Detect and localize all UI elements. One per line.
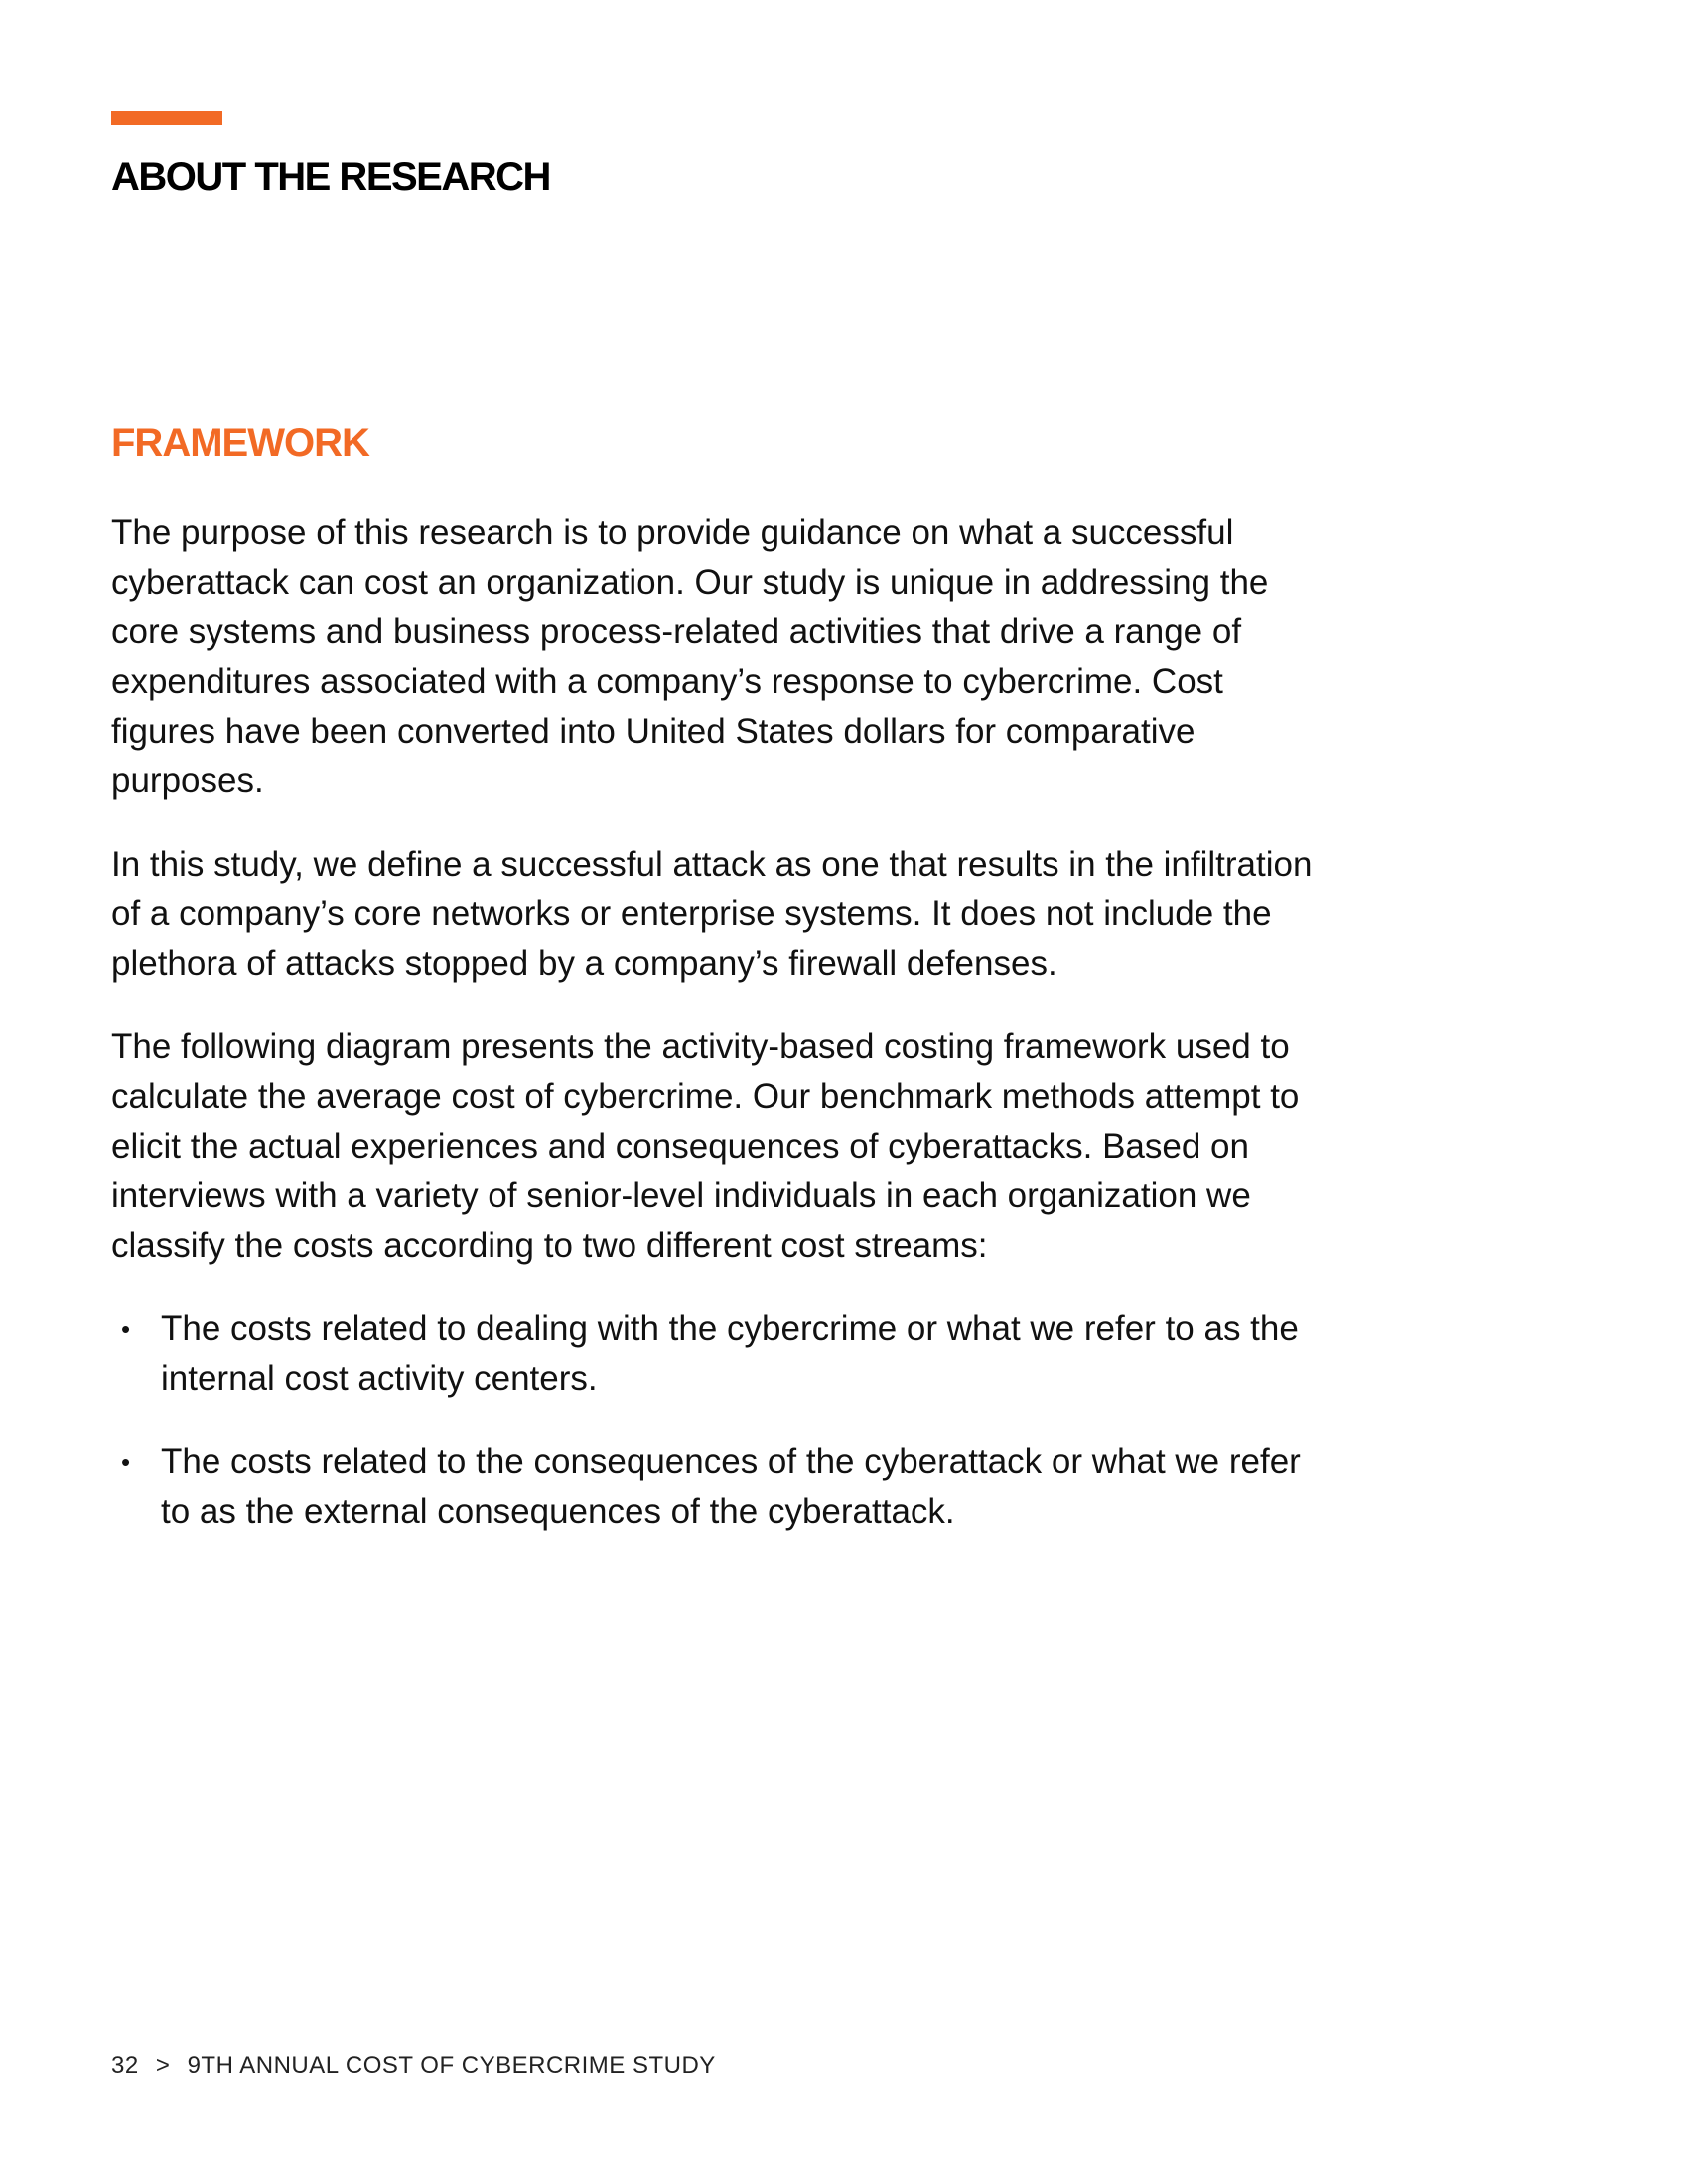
paragraph-purpose: The purpose of this research is to provide guidance on what a successful cyberattack can cost an organization. Our study is unique in addressing the core systems and business process-related activities that drive a range of expenditures associated with a company’s response to cybercrime. Cost figures have been converted into United States dollars for comparative purposes. [111,513,1269,800]
list-item [111,1304,1313,1404]
accent-bar [111,111,222,125]
page-footer [111,2052,726,2080]
publication-title: 9TH ANNUAL COST OF CYBERCRIME STUDY [187,2052,716,2079]
bullet-text: The costs related to dealing with the cybercrime or what we refer to as the internal cost activity centers. [161,1309,1299,1398]
framework-body [111,508,1313,1570]
framework-heading: FRAMEWORK [111,421,369,465]
list-item [111,1437,1313,1537]
cost-streams-list [111,1304,1313,1537]
paragraph-definition: In this study, we define a successful attack as one that results in the infiltration of a company’s core networks or enterprise systems. It does not include the plethora of attacks stopped by a company’s firewall defenses. [111,845,1313,983]
section-title: ABOUT THE RESEARCH [111,155,550,199]
page-number: 32 [111,2052,139,2079]
bullet-icon: • [121,1447,131,1477]
bullet-icon: • [121,1314,131,1344]
bullet-text: The costs related to the consequences of the cyberattack or what we refer to as the external consequences of the cyberattack. [161,1442,1301,1531]
footer-separator: > [155,2052,171,2079]
paragraph-diagram-intro: The following diagram presents the activity-based costing framework used to calculate the average cost of cybercrime. Our benchmark methods attempt to elicit the actual experiences and consequences of cyberattacks. Based on interviews with a variety of senior-level individuals in each organization we classify the costs according to two different cost streams: [111,1027,1300,1265]
